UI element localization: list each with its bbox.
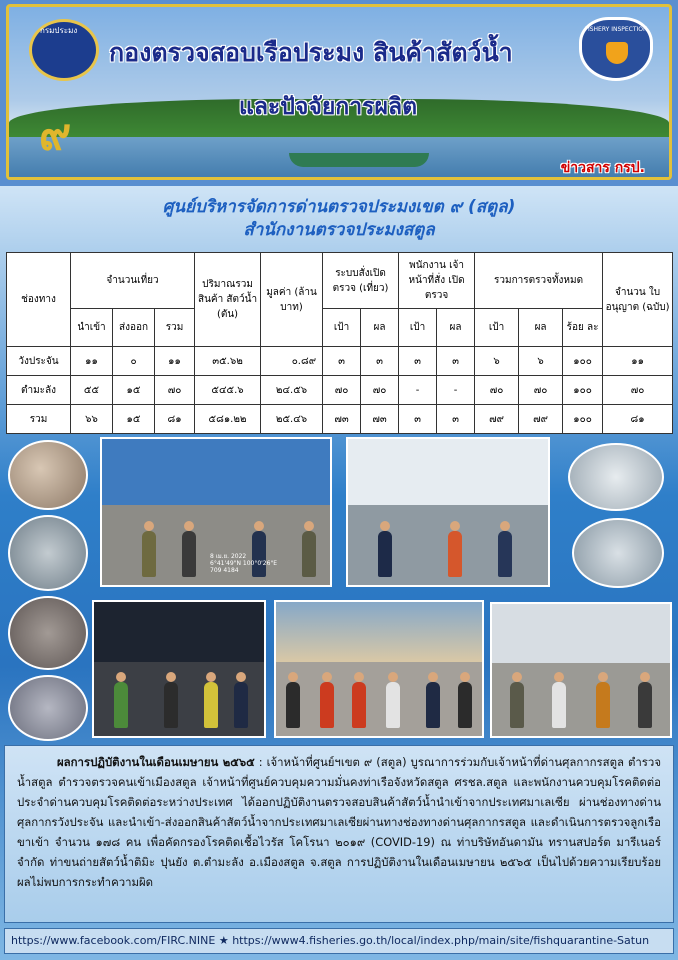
fish-photo-circle — [8, 596, 88, 670]
col-all-target-header: เป้า — [475, 309, 519, 347]
footer-links[interactable]: https://www.facebook.com/FIRC.NINE ★ https://www4.fisheries.go.th/local/index.php/main/site/fishquarantine-Satun — [4, 928, 674, 954]
inspection-photo-1 — [100, 437, 332, 587]
col-all-result-header: ผล — [519, 309, 563, 347]
fish-photo-circle — [8, 440, 88, 510]
cell-all-result: ๗๐ — [519, 376, 563, 405]
col-system-result-header: ผล — [361, 309, 399, 347]
cell-licenses: ๗๐ — [603, 376, 673, 405]
summary-lead: ผลการปฏิบัติงานในเดือนเมษายน ๒๕๖๕ — [57, 755, 255, 769]
photo-coordinates: 6°41'49"N 100°0'26"E — [210, 560, 277, 567]
cell-in: ๖๖ — [71, 405, 113, 434]
inspection-photo-4 — [274, 600, 484, 738]
cell-value: ๒๕.๔๖ — [261, 405, 323, 434]
page-title-line2: และปัจจัยการผลิต — [239, 94, 418, 120]
fish-photo-circle — [8, 675, 88, 741]
fishery-inspection-logo — [579, 17, 653, 81]
cell-quantity: ๕๔๕.๖ — [195, 376, 261, 405]
left-logo-text: กรมประมง — [40, 26, 78, 35]
col-total-header: รวม — [155, 309, 195, 347]
cell-out: ๑๕ — [113, 405, 155, 434]
cell-total: ๑๑ — [155, 347, 195, 376]
cell-channel: รวม — [7, 405, 71, 434]
cell-system-result: ๗๓ — [361, 405, 399, 434]
col-trips-header: จำนวนเที่ยว — [71, 253, 195, 309]
cell-out: ๐ — [113, 347, 155, 376]
col-all-checks-header: รวมการตรวจทั้งหมด — [475, 253, 603, 309]
cell-officer-target: - — [399, 376, 437, 405]
cell-quantity: ๕๘๑.๒๒ — [195, 405, 261, 434]
fish-photo-circle — [568, 443, 664, 511]
fish-photo-circle — [8, 515, 88, 591]
cell-all-target: ๗๙ — [475, 405, 519, 434]
cell-quantity: ๓๕.๖๒ — [195, 347, 261, 376]
cell-all-target: ๗๐ — [475, 376, 519, 405]
cell-percent: ๑๐๐ — [563, 347, 603, 376]
summary-body: : เจ้าหน้าที่ศูนย์ฯเขต ๙ (สตูล) บูรณาการร่วมกับเจ้าหน้าที่ด่านศุลกากรสตูล ตำรวจน้ำสตูล ตำรวจตรวจคนเข้าเมืองสตูล เจ้าหน้าที่ศูนย์ควบคุมความมั่นคงท่าเรือจังหวัดสตูล ศรชล.สตูล และพนักงานควบคุมโรคติดต่อประจำด่านควบคุมโรคติดต่อระหว่างประเทศ ได้ออกปฏิบัติงานตรวจสอบสินค้าสัตว์น้ำนำเข้าจากประเทศมาเลเซีย ผ่านช่องทางด่านศุลกากรวังประจัน และนำเข้า-ส่งออกสินค้าสัตว์น้ำจากประเทศมาเลเซียผ่านทางช่องทางด่านศุลกากรสตูล และดำเนินการตรวจลูกเรือขาเข้า จำนวน ๑๗๘ คน เพื่อคัดกรองโรคติดเชื้อไวรัส โคโรนา ๒๐๑๙ (COVID-19) ณ ท่าบริษัทอันดามัน ทรานสปอร์ต มารีเนอร์ จำกัด ท่าขนถ่ายสัตว์น้ำติมิะ ปุนยัง ต.ตำมะลัง อ.เมืองสตูล จ.สตูล การปฏิบัติงานในเดือนเมษายน ๒๕๖๕ เป็นไปด้วยความเรียบร้อย ผลไม่พบการกระทำความผิด — [17, 755, 661, 889]
header-frame — [6, 4, 672, 180]
right-logo-text: FISHERY INSPECTION — [584, 26, 648, 33]
cell-system-target: ๓ — [323, 347, 361, 376]
cell-channel: วังประจัน — [7, 347, 71, 376]
cell-officer-result: ๓ — [437, 347, 475, 376]
news-label: ข่าวสาร กรป. — [560, 160, 645, 176]
department-of-fisheries-logo — [29, 19, 99, 81]
table-row-total — [7, 405, 673, 434]
cell-system-result: ๓ — [361, 347, 399, 376]
cell-licenses: ๑๑ — [603, 347, 673, 376]
office-name: สำนักงานตรวจประมงสตูล — [243, 220, 435, 240]
page-title-line1: กองตรวจสอบเรือประมง สินค้าสัตว์น้ำ — [109, 38, 513, 67]
shield-icon — [606, 42, 628, 64]
cell-percent: ๑๐๐ — [563, 376, 603, 405]
col-officer-target-header: เป้า — [399, 309, 437, 347]
table-row — [7, 347, 673, 376]
cell-all-result: ๖ — [519, 347, 563, 376]
photo-code: 709 4184 — [210, 567, 239, 574]
cell-officer-target: ๓ — [399, 347, 437, 376]
cell-out: ๑๕ — [113, 376, 155, 405]
col-quantity-header: ปริมาณรวม สินค้า สัตว์น้ำ (ตัน) — [195, 253, 261, 347]
boat-image — [289, 153, 429, 167]
cell-officer-result: - — [437, 376, 475, 405]
cell-total: ๘๑ — [155, 405, 195, 434]
col-system-header: ระบบสั่งเปิด ตรวจ (เที่ยว) — [323, 253, 399, 309]
cell-officer-result: ๓ — [437, 405, 475, 434]
col-in-header: นำเข้า — [71, 309, 113, 347]
header-banner — [0, 0, 678, 186]
cell-total: ๗๐ — [155, 376, 195, 405]
photo-date: 8 เม.ย. 2022 — [210, 553, 247, 560]
statistics-table — [6, 252, 673, 434]
cell-channel: ตำมะลัง — [7, 376, 71, 405]
cell-value: ๐.๘๙ — [261, 347, 323, 376]
cell-system-target: ๗๓ — [323, 405, 361, 434]
cell-system-target: ๗๐ — [323, 376, 361, 405]
col-officer-header: พนักงาน เจ้าหน้าที่สั่ง เปิดตรวจ — [399, 253, 475, 309]
cell-all-target: ๖ — [475, 347, 519, 376]
table-row — [7, 376, 673, 405]
cell-percent: ๑๐๐ — [563, 405, 603, 434]
cell-system-result: ๗๐ — [361, 376, 399, 405]
photo-timestamp — [210, 553, 277, 574]
cell-officer-target: ๓ — [399, 405, 437, 434]
col-channel-header: ช่องทาง — [7, 253, 71, 347]
col-system-target-header: เป้า — [323, 309, 361, 347]
cell-in: ๕๕ — [71, 376, 113, 405]
col-value-header: มูลค่า (ล้านบาท) — [261, 253, 323, 347]
cell-value: ๒๔.๕๖ — [261, 376, 323, 405]
cell-all-result: ๗๙ — [519, 405, 563, 434]
region-number: ๙ — [39, 109, 72, 160]
inspection-photo-3 — [92, 600, 266, 738]
summary-paragraph — [4, 745, 674, 923]
fish-photo-circle — [572, 518, 664, 588]
inspection-photo-5 — [490, 602, 672, 738]
cell-in: ๑๑ — [71, 347, 113, 376]
col-percent-header: ร้อย ละ — [563, 309, 603, 347]
col-officer-result-header: ผล — [437, 309, 475, 347]
inspection-photo-2 — [346, 437, 550, 587]
cell-licenses: ๘๑ — [603, 405, 673, 434]
col-out-header: ส่งออก — [113, 309, 155, 347]
col-licenses-header: จำนวน ใบอนุญาต (ฉบับ) — [603, 253, 673, 347]
center-name: ศูนย์บริหารจัดการด่านตรวจประมงเขต ๙ (สตูล) — [162, 197, 516, 217]
